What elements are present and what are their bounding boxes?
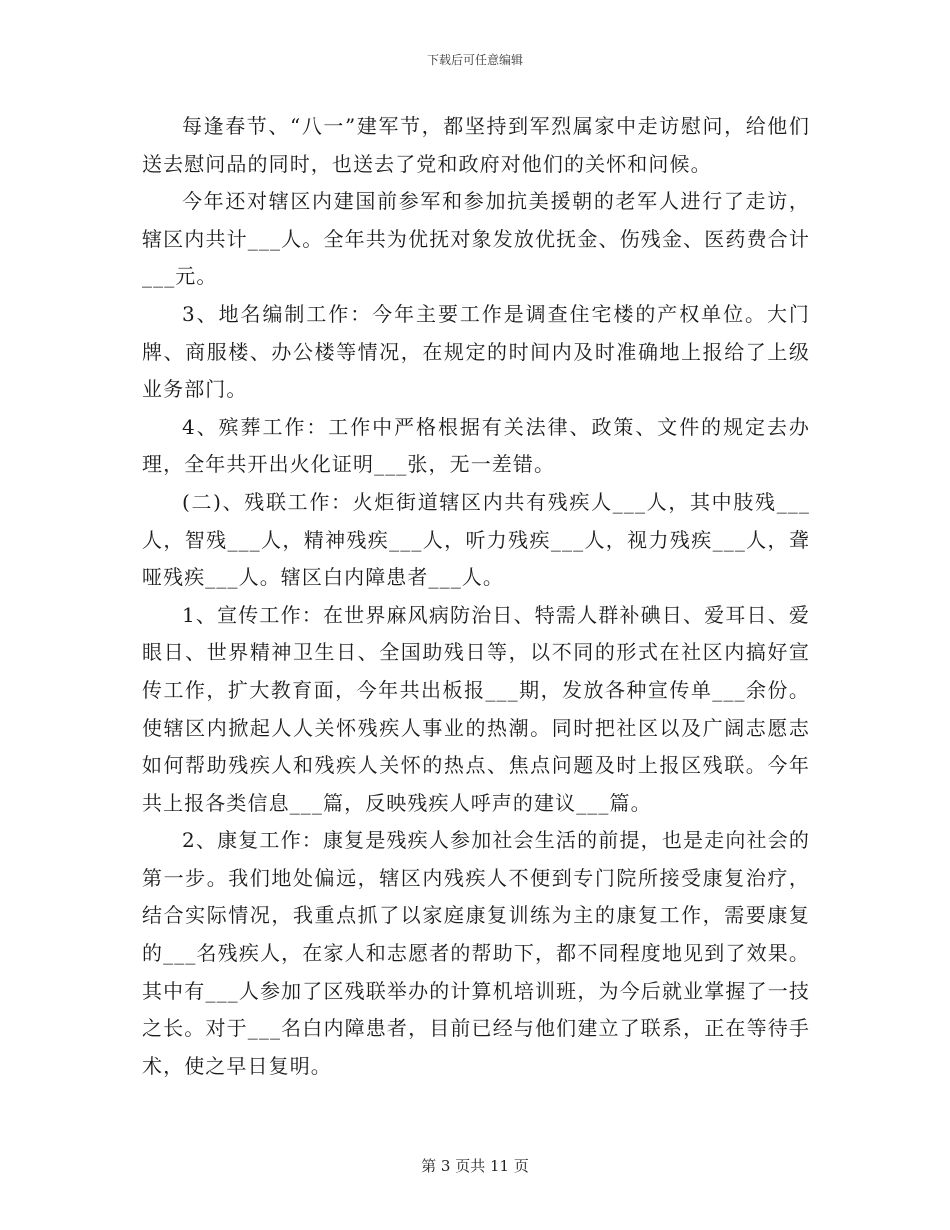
paragraph-publicity: 1、宣传工作：在世界麻风病防治日、特需人群补碘日、爱耳日、爱眼日、世界精神卫生日、全国助残日等，以不同的形式在社区内搞好宣传工作，扩大教育面，今年共出板报___期，发放各种宣传单___余份。使辖区内掀起人人关怀残疾人事业的热潮。同时把社区以及广阔志愿志如何帮助残疾人和残疾人关怀的热点、焦点问题及时上报区残联。今年共上报各类信息___篇，反映残疾人呼声的建议___篇。: [142, 602, 810, 815]
document-body: [142, 108, 810, 1085]
paragraph-visits: 每逢春节、“八一”建军节，都坚持到军烈属家中走访慰问，给他们送去慰问品的同时，也送去了党和政府对他们的关怀和问候。: [142, 114, 810, 176]
paragraph-place-names: 3、地名编制工作：今年主要工作是调查住宅楼的产权单位。大门牌、商服楼、办公楼等情况，在规定的时间内及时准确地上报给了上级业务部门。: [142, 301, 810, 402]
page-header-note: 下载后可任意编辑: [426, 53, 523, 67]
paragraph-rehabilitation: 2、康复工作：康复是残疾人参加社会生活的前提，也是走向社会的第一步。我们地处偏远，辖区内残疾人不便到专门院所接受康复治疗，结合实际情况，我重点抓了以家庭康复训练为主的康复工作，需要康复的___名残疾人，在家人和志愿者的帮助下，都不同程度地见到了效果。其中有___人参加了区残联举办的计算机培训班，为今后就业掌握了一技之长。对于___名白内障患者，目前已经与他们建立了联系，正在等待手术，使之早日复明。: [142, 828, 810, 1078]
paragraph-disability-federation: (二)、残联工作：火炬街道辖区内共有残疾人___人，其中肢残___人，智残___人，精神残疾___人，听力残疾___人，视力残疾___人，聋哑残疾___人。辖区白内障患者___人。: [142, 489, 810, 590]
page-number: 第 3 页共 11 页: [421, 1157, 529, 1175]
paragraph-veterans: 今年还对辖区内建国前参军和参加抗美援朝的老军人进行了走访，辖区内共计___人。全年共为优抚对象发放优抚金、伤残金、医药费合计___元。: [142, 189, 810, 289]
paragraph-funeral: 4、殡葬工作：工作中严格根据有关法律、政策、文件的规定去办理，全年共开出火化证明___张，无一差错。: [142, 414, 810, 477]
